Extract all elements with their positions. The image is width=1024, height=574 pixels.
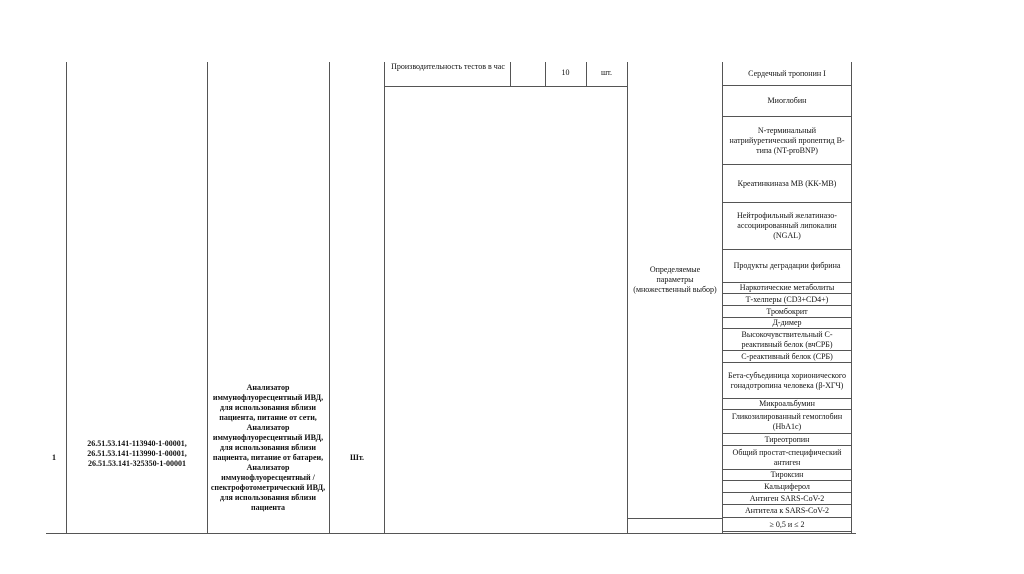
parameter-item: Общий простат-специфический антиген bbox=[723, 446, 851, 470]
grid-line bbox=[66, 62, 67, 534]
parameter-item: Продукты деградации фибрина bbox=[723, 250, 851, 283]
product-code: 26.51.53.141-113990-1-00001, bbox=[87, 449, 187, 458]
parameter-item: Высокочувствительный С-реактивный белок (вчСРБ) bbox=[723, 329, 851, 351]
parameter-item: Тиреотропин bbox=[723, 434, 851, 446]
parameter-item: Антиген SARS-CoV-2 bbox=[723, 493, 851, 505]
parameter-item: С-реактивный белок (СРБ) bbox=[723, 351, 851, 363]
parameter-item: Антитела к SARS-CoV-2 bbox=[723, 505, 851, 518]
grid-line bbox=[510, 62, 511, 86]
spec-unit: шт. bbox=[600, 68, 613, 77]
parameter-item: Т-хелперы (CD3+CD4+) bbox=[723, 294, 851, 306]
parameter-item: Бета-субъединица хорионического гонадотропина человека (β-ХГЧ) bbox=[723, 363, 851, 399]
unit-label: Шт. bbox=[349, 453, 365, 462]
product-code: 26.51.53.141-325350-1-00001 bbox=[88, 459, 186, 468]
grid-line bbox=[329, 62, 330, 534]
parameter-item: ≥ 0,5 и ≤ 2 bbox=[723, 518, 851, 532]
grid-line bbox=[384, 86, 627, 87]
grid-line bbox=[627, 518, 722, 519]
parameter-item: Нейтрофильный желатиназо-ассоциированный липокалин (NGAL) bbox=[723, 203, 851, 250]
parameter-item: Кальциферол bbox=[723, 481, 851, 493]
parameter-item: Д-димер bbox=[723, 318, 851, 329]
parameter-item: Микроальбумин bbox=[723, 399, 851, 410]
spec-label: Производительность тестов в час bbox=[391, 62, 505, 71]
grid-line bbox=[851, 62, 852, 534]
spec-value: 10 bbox=[561, 68, 570, 77]
product-code: 26.51.53.141-113940-1-00001, bbox=[87, 439, 187, 448]
parameter-item: N-терминальный натрийуретический пропептид B-типа (NT-proBNP) bbox=[723, 117, 851, 165]
parameter-item: Тироксин bbox=[723, 470, 851, 481]
parameter-item: Миоглобин bbox=[723, 86, 851, 117]
grid-line bbox=[627, 62, 628, 534]
parameter-item: Сердечный тропонин I bbox=[723, 62, 851, 86]
product-codes bbox=[68, 439, 206, 469]
param-group-label: Определяемые параметры (множественный выбор) bbox=[633, 265, 717, 294]
parameter-item: Наркотические метаболиты bbox=[723, 283, 851, 294]
product-name: Анализатор иммунофлуоресцентный ИВД, для использования вблизи пациента, питание от сети, Анализатор иммунофлуоресцентный ИВД, для использования вблизи пациента, питание от батареи, Анализатор иммунофлуоресцентный /спектрофотометрический ИВД, для использования вблизи пациента bbox=[210, 383, 326, 512]
parameter-list bbox=[723, 62, 851, 534]
grid-line bbox=[384, 62, 385, 534]
parameter-item: Тромбокрит bbox=[723, 306, 851, 318]
row-number: 1 bbox=[52, 453, 56, 462]
parameter-item: Гликозилированный гемоглобин (HbA1c) bbox=[723, 410, 851, 434]
parameter-item: Креатинкиназа МВ (КК-МВ) bbox=[723, 165, 851, 203]
grid-line bbox=[207, 62, 208, 534]
